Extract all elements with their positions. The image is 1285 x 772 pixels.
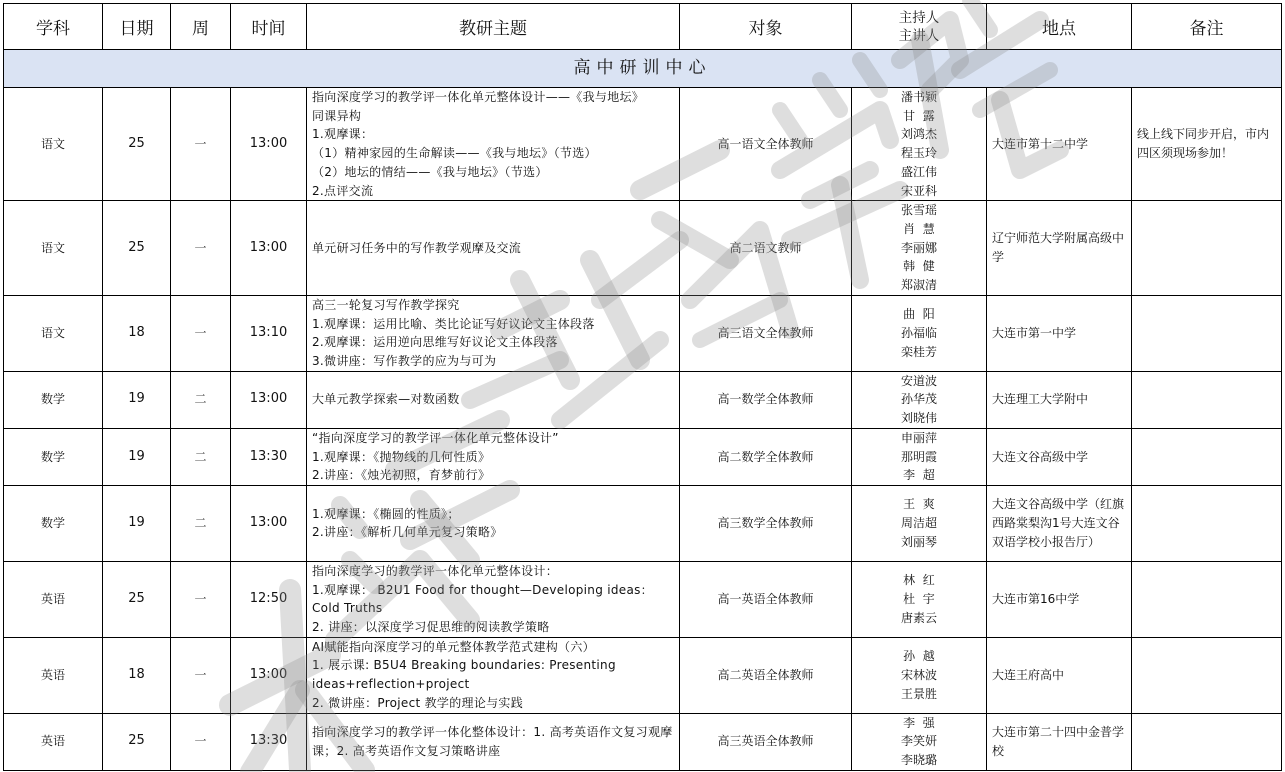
host-name: 甘 露	[903, 108, 935, 123]
topic-cell	[307, 371, 680, 428]
subject-cell: 语文	[4, 201, 103, 296]
topic-cell	[307, 713, 680, 770]
location-cell: 大连文谷高级中学（红旗西路棠梨沟1号大连文谷双语学校小报告厅）	[987, 485, 1132, 561]
audience-cell: 高一英语全体教师	[680, 561, 852, 637]
date-cell: 18	[103, 637, 171, 713]
host-name: 杜 宇	[903, 592, 935, 606]
topic-cell	[307, 485, 680, 561]
location-cell: 大连文谷高级中学	[987, 428, 1132, 485]
host-name: 王 爽	[903, 497, 935, 512]
host-name: 刘鸿杰	[900, 127, 937, 142]
header-subject: 学科	[4, 4, 103, 50]
host-cell	[852, 428, 987, 485]
location-cell: 辽宁师范大学附属高级中学	[987, 201, 1132, 296]
host-cell	[852, 88, 987, 201]
topic-line: 2. 微讲座：Project 教学的理论与实践	[312, 695, 524, 710]
audience-cell: 高二英语全体教师	[680, 637, 852, 713]
note-cell	[1132, 713, 1282, 770]
host-name: 肖 慧	[903, 221, 935, 236]
time-cell: 13:30	[231, 713, 307, 770]
topic-line: 1.观摩课：《椭圆的性质》；	[312, 506, 460, 521]
host-name: 王景胜	[900, 686, 937, 701]
note-cell	[1132, 428, 1282, 485]
topic-line: （2）地坛的情结——《我与地坛》（节选）	[312, 164, 548, 179]
date-cell: 25	[103, 713, 171, 770]
topic-line: 单元研习任务中的写作教学观摩及交流	[312, 240, 522, 255]
subject-cell: 数学	[4, 371, 103, 428]
host-name: 孙福临	[900, 325, 937, 340]
host-name: 宋林波	[900, 667, 937, 682]
host-cell	[852, 485, 987, 561]
topic-line: 指向深度学习的教学评一体化整体设计：1. 高考英语作文复习观摩课；2. 高考英语作文复习策略讲座	[312, 724, 673, 758]
host-name: 栾桂芳	[900, 344, 937, 359]
header-host-line1: 主持人	[898, 9, 940, 26]
host-cell	[852, 561, 987, 637]
header-host-line2: 主讲人	[898, 27, 940, 44]
host-name: 潘书颖	[900, 90, 937, 104]
time-cell: 13:00	[231, 637, 307, 713]
subject-cell: 数学	[4, 428, 103, 485]
host-cell	[852, 713, 987, 770]
topic-cell	[307, 637, 680, 713]
table-row	[4, 561, 1282, 637]
table-row	[4, 713, 1282, 770]
audience-cell: 高一数学全体教师	[680, 371, 852, 428]
audience-cell: 高一语文全体教师	[680, 88, 852, 201]
note-cell	[1132, 561, 1282, 637]
date-cell: 25	[103, 88, 171, 201]
topic-cell	[307, 428, 680, 485]
time-cell: 13:10	[231, 295, 307, 371]
week-cell: 一	[171, 201, 231, 296]
header-topic: 教研主题	[307, 4, 680, 50]
host-name: 林 红	[903, 573, 935, 588]
week-cell: 一	[171, 295, 231, 371]
header-row	[4, 4, 1282, 50]
host-name: 那明霞	[900, 449, 937, 464]
host-name: 李笑妍	[900, 734, 937, 749]
date-cell: 25	[103, 201, 171, 296]
week-cell: 一	[171, 88, 231, 201]
host-name: 刘丽琴	[900, 534, 937, 549]
audience-cell: 高二语文教师	[680, 201, 852, 296]
topic-line: 1.观摩课：	[312, 127, 374, 142]
host-cell	[852, 637, 987, 713]
topic-line: 2.讲座：《解析几何单元复习策略》	[312, 525, 503, 540]
topic-cell	[307, 561, 680, 637]
host-name: 唐素云	[900, 610, 937, 625]
topic-line: 1.观摩课：《抛物线的几何性质》	[312, 449, 491, 464]
header-note: 备注	[1132, 4, 1282, 50]
table-row	[4, 88, 1282, 201]
date-cell: 19	[103, 428, 171, 485]
topic-line: 2.点评交流	[312, 183, 374, 198]
location-cell: 大连王府高中	[987, 637, 1132, 713]
topic-line: 1. 展示课: B5U4 Breaking boundaries: Presenting ideas+reflection+project	[312, 658, 616, 692]
host-cell	[852, 295, 987, 371]
topic-line: 2.观摩课：运用逆向思维写好议论文主体段落	[312, 335, 558, 350]
subject-cell: 数学	[4, 485, 103, 561]
topic-line: 1.观摩课： B2U1 Food for thought—Developing ideas：Cold Truths	[312, 582, 653, 616]
week-cell: 一	[171, 561, 231, 637]
topic-line: 指向深度学习的教学评一体化单元整体设计：	[312, 563, 559, 578]
location-cell: 大连市第一中学	[987, 295, 1132, 371]
topic-line: 1.观摩课：运用比喻、类比论证写好议论文主体段落	[312, 316, 595, 331]
table-row	[4, 485, 1282, 561]
time-cell: 13:00	[231, 201, 307, 296]
topic-line: “指向深度学习的教学评一体化单元整体设计”	[312, 430, 559, 445]
host-name: 盛江伟	[900, 164, 937, 179]
host-name: 郑淑清	[900, 278, 937, 293]
table-row	[4, 295, 1282, 371]
schedule-table	[3, 3, 1282, 771]
topic-line: 高三一轮复习写作教学探究	[312, 297, 460, 312]
host-name: 安道波	[900, 373, 937, 388]
table-row	[4, 201, 1282, 296]
topic-line: 2. 讲座：以深度学习促思维的阅读教学策略	[312, 620, 550, 635]
location-cell: 大连理工大学附中	[987, 371, 1132, 428]
host-name: 孙 越	[903, 649, 935, 664]
host-name: 孙华茂	[900, 392, 937, 407]
note-cell: 线上线下同步开启，市内四区须现场参加！	[1132, 88, 1282, 201]
topic-line: 2.讲座：《烛光初照，育梦前行》	[312, 468, 491, 483]
time-cell: 13:30	[231, 428, 307, 485]
host-name: 李晓璐	[900, 752, 937, 767]
table-row	[4, 637, 1282, 713]
audience-cell: 高三数学全体教师	[680, 485, 852, 561]
topic-line: AI赋能指向深度学习的单元整体教学范式建构（六）	[312, 639, 595, 654]
date-cell: 19	[103, 371, 171, 428]
time-cell: 12:50	[231, 561, 307, 637]
host-name: 程玉玲	[900, 146, 937, 161]
location-cell: 大连市第16中学	[987, 561, 1132, 637]
note-cell	[1132, 201, 1282, 296]
topic-line: 大单元教学探索—对数函数	[312, 392, 460, 407]
week-cell: 一	[171, 713, 231, 770]
subject-cell: 英语	[4, 561, 103, 637]
section-row	[4, 50, 1282, 88]
location-cell: 大连市第二十四中金普学校	[987, 713, 1132, 770]
week-cell: 二	[171, 485, 231, 561]
date-cell: 19	[103, 485, 171, 561]
note-cell	[1132, 485, 1282, 561]
host-name: 宋亚科	[900, 183, 937, 198]
table-row	[4, 371, 1282, 428]
topic-cell	[307, 88, 680, 201]
topic-line: 同课异构	[312, 108, 362, 123]
topic-line: 3.微讲座：写作教学的应为与可为	[312, 353, 497, 368]
host-name: 李 超	[903, 468, 935, 483]
time-cell: 13:00	[231, 371, 307, 428]
week-cell: 二	[171, 428, 231, 485]
host-name: 李丽娜	[900, 240, 937, 255]
audience-cell: 高二数学全体教师	[680, 428, 852, 485]
topic-line: 指向深度学习的教学评一体化单元整体设计——《我与地坛》	[312, 90, 645, 104]
host-name: 韩 健	[903, 259, 935, 274]
time-cell: 13:00	[231, 485, 307, 561]
topic-cell	[307, 201, 680, 296]
date-cell: 25	[103, 561, 171, 637]
host-name: 周洁超	[900, 516, 937, 531]
header-time: 时间	[231, 4, 307, 50]
audience-cell: 高三英语全体教师	[680, 713, 852, 770]
header-audience: 对象	[680, 4, 852, 50]
host-name: 申丽萍	[900, 430, 937, 445]
topic-line: （1）精神家园的生命解读——《我与地坛》（节选）	[312, 146, 597, 161]
note-cell	[1132, 295, 1282, 371]
subject-cell: 英语	[4, 713, 103, 770]
subject-cell: 英语	[4, 637, 103, 713]
subject-cell: 语文	[4, 295, 103, 371]
header-host	[852, 4, 987, 50]
topic-cell	[307, 295, 680, 371]
host-name: 张雪瑶	[900, 203, 937, 218]
subject-cell: 语文	[4, 88, 103, 201]
week-cell: 一	[171, 637, 231, 713]
week-cell: 二	[171, 371, 231, 428]
header-week: 周	[171, 4, 231, 50]
host-name: 曲 阳	[903, 307, 935, 322]
section-title: 高中研训中心	[4, 50, 1282, 88]
table-row	[4, 428, 1282, 485]
time-cell: 13:00	[231, 88, 307, 201]
header-location: 地点	[987, 4, 1132, 50]
note-cell	[1132, 637, 1282, 713]
host-cell	[852, 371, 987, 428]
audience-cell: 高三语文全体教师	[680, 295, 852, 371]
date-cell: 18	[103, 295, 171, 371]
header-date: 日期	[103, 4, 171, 50]
host-cell	[852, 201, 987, 296]
note-cell	[1132, 371, 1282, 428]
location-cell: 大连市第十二中学	[987, 88, 1132, 201]
host-name: 刘晓伟	[900, 411, 937, 426]
host-name: 李 强	[903, 715, 935, 730]
